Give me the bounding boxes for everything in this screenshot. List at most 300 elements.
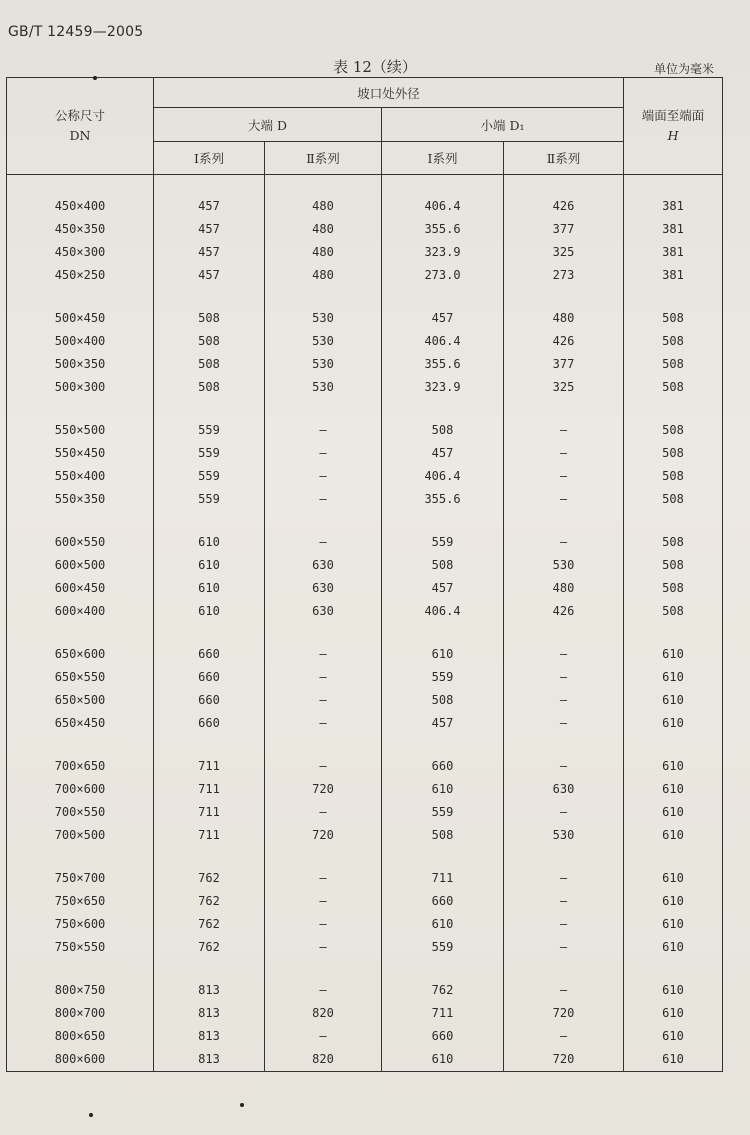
dn-cell: 800×600 — [7, 1048, 154, 1072]
spacer-cell — [504, 399, 624, 419]
small-series-2-cell: 377 — [504, 353, 624, 376]
table-row — [7, 218, 723, 241]
table-row — [7, 488, 723, 511]
dn-cell: 700×550 — [7, 801, 154, 824]
dn-cell: 500×400 — [7, 330, 154, 353]
table-row — [7, 577, 723, 600]
small-series-2-cell: — — [504, 689, 624, 712]
dn-cell: 800×650 — [7, 1025, 154, 1048]
spacer-cell — [7, 175, 154, 196]
group-spacer — [7, 959, 723, 979]
spacer-cell — [7, 399, 154, 419]
small-series-1-cell: 660 — [382, 1025, 504, 1048]
spacer-cell — [624, 623, 723, 643]
end-to-end-cell: 381 — [624, 264, 723, 287]
small-series-2-cell: 377 — [504, 218, 624, 241]
group-spacer — [7, 175, 723, 196]
small-series-1-cell: 508 — [382, 824, 504, 847]
spacer-cell — [504, 511, 624, 531]
table-row — [7, 531, 723, 554]
small-series-1-cell: 711 — [382, 1002, 504, 1025]
large-series-2-cell: 820 — [265, 1048, 382, 1072]
dn-cell: 550×400 — [7, 465, 154, 488]
table-row — [7, 1048, 723, 1072]
large-series-2-cell: — — [265, 643, 382, 666]
end-to-end-cell: 610 — [624, 712, 723, 735]
small-series-2-cell: — — [504, 913, 624, 936]
table-row — [7, 195, 723, 218]
spacer-cell — [382, 735, 504, 755]
large-series-2-cell: 630 — [265, 577, 382, 600]
table-row — [7, 1025, 723, 1048]
spacer-cell — [7, 959, 154, 979]
spacer-cell — [504, 735, 624, 755]
small-series-2-cell: 273 — [504, 264, 624, 287]
dn-cell: 750×600 — [7, 913, 154, 936]
dn-cell: 600×400 — [7, 600, 154, 623]
dn-cell: 450×400 — [7, 195, 154, 218]
small-series-1-cell: 355.6 — [382, 488, 504, 511]
spacer-cell — [624, 175, 723, 196]
dimension-table — [6, 77, 723, 1072]
table-row — [7, 442, 723, 465]
spacer-cell — [382, 623, 504, 643]
small-series-2-cell: 325 — [504, 241, 624, 264]
table-row — [7, 936, 723, 959]
large-series-1-cell: 508 — [154, 353, 265, 376]
small-series-2-cell: 720 — [504, 1002, 624, 1025]
large-series-2-cell: 480 — [265, 195, 382, 218]
large-series-1-cell: 559 — [154, 465, 265, 488]
large-series-2-cell: 480 — [265, 241, 382, 264]
small-series-1-cell: 559 — [382, 531, 504, 554]
spacer-cell — [154, 511, 265, 531]
dn-cell: 450×250 — [7, 264, 154, 287]
dn-cell: 450×300 — [7, 241, 154, 264]
large-series-2-cell: — — [265, 465, 382, 488]
small-series-1-cell: 355.6 — [382, 218, 504, 241]
end-to-end-cell: 508 — [624, 554, 723, 577]
dn-cell: 750×650 — [7, 890, 154, 913]
small-series-2-cell: 426 — [504, 330, 624, 353]
large-series-1-cell: 711 — [154, 801, 265, 824]
end-to-end-cell: 610 — [624, 913, 723, 936]
table-row — [7, 307, 723, 330]
small-series-1-cell: 406.4 — [382, 465, 504, 488]
spacer-cell — [624, 959, 723, 979]
table-row — [7, 979, 723, 1002]
dn-cell: 550×350 — [7, 488, 154, 511]
dn-cell: 650×500 — [7, 689, 154, 712]
spacer-cell — [382, 511, 504, 531]
spacer-cell — [265, 399, 382, 419]
end-to-end-cell: 610 — [624, 689, 723, 712]
large-series-2-cell: — — [265, 531, 382, 554]
large-series-1-cell: 559 — [154, 442, 265, 465]
table-row — [7, 264, 723, 287]
large-series-1-cell: 610 — [154, 554, 265, 577]
large-series-2-cell: — — [265, 488, 382, 511]
large-series-1-cell: 559 — [154, 419, 265, 442]
end-to-end-cell: 610 — [624, 867, 723, 890]
large-series-1-cell: 711 — [154, 755, 265, 778]
end-to-end-cell: 508 — [624, 376, 723, 399]
large-series-1-cell: 813 — [154, 1002, 265, 1025]
large-series-1-cell: 559 — [154, 488, 265, 511]
small-series-1-cell: 457 — [382, 307, 504, 330]
small-series-1-cell: 406.4 — [382, 330, 504, 353]
table-row — [7, 1002, 723, 1025]
large-series-1-cell: 711 — [154, 778, 265, 801]
large-series-2-cell: 530 — [265, 307, 382, 330]
table-row — [7, 643, 723, 666]
small-series-2-cell: 426 — [504, 195, 624, 218]
small-series-1-header: Ⅰ系列 — [382, 142, 504, 175]
spacer-cell — [265, 287, 382, 307]
table-row — [7, 666, 723, 689]
spacer-cell — [504, 287, 624, 307]
small-series-1-cell: 559 — [382, 936, 504, 959]
large-series-2-cell: 530 — [265, 330, 382, 353]
table-row — [7, 778, 723, 801]
large-series-1-cell: 660 — [154, 643, 265, 666]
large-series-2-cell: 630 — [265, 600, 382, 623]
small-series-2-cell: 426 — [504, 600, 624, 623]
table-row — [7, 712, 723, 735]
dn-cell: 700×600 — [7, 778, 154, 801]
small-series-1-cell: 559 — [382, 801, 504, 824]
small-series-2-cell: 530 — [504, 554, 624, 577]
large-series-2-cell: — — [265, 755, 382, 778]
small-series-2-cell: — — [504, 419, 624, 442]
table-row — [7, 330, 723, 353]
end-to-end-cell: 508 — [624, 419, 723, 442]
dn-label: 公称尺寸 — [54, 108, 105, 123]
spacer-cell — [7, 287, 154, 307]
large-series-2-cell: — — [265, 867, 382, 890]
end-to-end-cell: 610 — [624, 1002, 723, 1025]
small-series-2-cell: 480 — [504, 577, 624, 600]
table-row — [7, 419, 723, 442]
large-series-1-cell: 508 — [154, 307, 265, 330]
end-to-end-label: 端面至端面 — [641, 108, 705, 123]
small-series-2-cell: — — [504, 936, 624, 959]
end-to-end-sub-label: H — [667, 128, 679, 143]
end-to-end-cell: 508 — [624, 600, 723, 623]
group-spacer — [7, 511, 723, 531]
end-to-end-cell: 610 — [624, 755, 723, 778]
small-series-2-cell: 480 — [504, 307, 624, 330]
end-to-end-cell: 508 — [624, 577, 723, 600]
small-series-2-cell: 325 — [504, 376, 624, 399]
large-series-1-cell: 457 — [154, 241, 265, 264]
small-series-1-cell: 508 — [382, 689, 504, 712]
spacer-cell — [624, 735, 723, 755]
end-to-end-cell: 610 — [624, 936, 723, 959]
large-series-2-cell: — — [265, 936, 382, 959]
spacer-cell — [154, 847, 265, 867]
large-series-1-cell: 762 — [154, 936, 265, 959]
end-to-end-cell: 508 — [624, 531, 723, 554]
large-series-1-cell: 508 — [154, 376, 265, 399]
large-series-2-cell: — — [265, 890, 382, 913]
dn-cell: 500×300 — [7, 376, 154, 399]
large-series-1-cell: 457 — [154, 264, 265, 287]
dn-cell: 600×500 — [7, 554, 154, 577]
spacer-cell — [382, 287, 504, 307]
small-series-2-cell: 720 — [504, 1048, 624, 1072]
table-row — [7, 376, 723, 399]
large-series-1-cell: 457 — [154, 195, 265, 218]
spacer-cell — [504, 175, 624, 196]
small-end-header: 小端 D₁ — [382, 108, 624, 142]
spacer-cell — [504, 959, 624, 979]
table-row — [7, 867, 723, 890]
ink-speck — [93, 76, 97, 80]
small-series-2-cell: — — [504, 979, 624, 1002]
spacer-cell — [382, 959, 504, 979]
dn-cell: 550×500 — [7, 419, 154, 442]
small-series-1-cell: 660 — [382, 890, 504, 913]
small-series-2-cell: — — [504, 712, 624, 735]
spacer-cell — [154, 735, 265, 755]
large-series-1-cell: 762 — [154, 913, 265, 936]
small-series-2-cell: — — [504, 465, 624, 488]
large-series-1-cell: 660 — [154, 666, 265, 689]
large-series-1-header: Ⅰ系列 — [154, 142, 265, 175]
small-series-2-cell: — — [504, 488, 624, 511]
small-series-2-cell: — — [504, 531, 624, 554]
large-series-1-cell: 610 — [154, 531, 265, 554]
small-series-2-cell: — — [504, 442, 624, 465]
small-series-1-cell: 508 — [382, 554, 504, 577]
large-series-2-cell: — — [265, 1025, 382, 1048]
large-series-2-cell: 820 — [265, 1002, 382, 1025]
unit-note: 单位为毫米 — [653, 62, 714, 76]
small-series-2-cell: — — [504, 643, 624, 666]
large-series-1-cell: 813 — [154, 1025, 265, 1048]
large-series-1-cell: 660 — [154, 689, 265, 712]
small-series-2-cell: 530 — [504, 824, 624, 847]
end-to-end-cell: 508 — [624, 307, 723, 330]
dn-cell: 450×350 — [7, 218, 154, 241]
table-row — [7, 600, 723, 623]
end-to-end-header — [624, 78, 723, 175]
standard-number: GB/T 12459—2005 — [8, 24, 144, 40]
table-row — [7, 890, 723, 913]
small-series-2-cell: — — [504, 890, 624, 913]
table-row — [7, 801, 723, 824]
spacer-cell — [265, 175, 382, 196]
dn-cell: 650×450 — [7, 712, 154, 735]
end-to-end-cell: 610 — [624, 979, 723, 1002]
dn-cell: 500×350 — [7, 353, 154, 376]
end-to-end-cell: 610 — [624, 1025, 723, 1048]
end-to-end-cell: 610 — [624, 1048, 723, 1072]
small-series-1-cell: 457 — [382, 712, 504, 735]
small-series-1-cell: 610 — [382, 1048, 504, 1072]
spacer-cell — [265, 623, 382, 643]
small-series-2-cell: — — [504, 755, 624, 778]
small-series-1-cell: 457 — [382, 442, 504, 465]
table-row — [7, 241, 723, 264]
table-body — [7, 175, 723, 1072]
dn-cell: 650×550 — [7, 666, 154, 689]
small-series-1-cell: 610 — [382, 643, 504, 666]
large-series-2-cell: — — [265, 979, 382, 1002]
small-series-1-cell: 711 — [382, 867, 504, 890]
spacer-cell — [154, 959, 265, 979]
spacer-cell — [382, 847, 504, 867]
dn-header — [7, 78, 154, 175]
spacer-cell — [504, 623, 624, 643]
end-to-end-cell: 508 — [624, 330, 723, 353]
large-series-2-cell: — — [265, 419, 382, 442]
small-series-1-cell: 559 — [382, 666, 504, 689]
large-series-1-cell: 813 — [154, 979, 265, 1002]
large-series-2-cell: 630 — [265, 554, 382, 577]
large-series-1-cell: 660 — [154, 712, 265, 735]
table-row — [7, 755, 723, 778]
dn-cell: 700×650 — [7, 755, 154, 778]
group-spacer — [7, 847, 723, 867]
dn-cell: 550×450 — [7, 442, 154, 465]
spacer-cell — [265, 735, 382, 755]
large-series-1-cell: 813 — [154, 1048, 265, 1072]
small-series-1-cell: 406.4 — [382, 195, 504, 218]
large-series-2-cell: — — [265, 442, 382, 465]
small-series-1-cell: 610 — [382, 913, 504, 936]
spacer-cell — [154, 175, 265, 196]
small-series-1-cell: 762 — [382, 979, 504, 1002]
spacer-cell — [265, 511, 382, 531]
ink-speck — [89, 1113, 93, 1117]
large-series-1-cell: 610 — [154, 600, 265, 623]
dn-cell: 800×700 — [7, 1002, 154, 1025]
large-series-2-cell: — — [265, 712, 382, 735]
spacer-cell — [154, 623, 265, 643]
spacer-cell — [382, 399, 504, 419]
large-series-1-cell: 508 — [154, 330, 265, 353]
spacer-cell — [265, 959, 382, 979]
dn-cell: 600×450 — [7, 577, 154, 600]
small-series-1-cell: 508 — [382, 419, 504, 442]
spacer-cell — [7, 847, 154, 867]
small-series-1-cell: 355.6 — [382, 353, 504, 376]
large-series-2-cell: — — [265, 689, 382, 712]
large-series-2-cell: 530 — [265, 376, 382, 399]
large-series-2-cell: 480 — [265, 218, 382, 241]
end-to-end-cell: 381 — [624, 218, 723, 241]
dn-cell: 750×700 — [7, 867, 154, 890]
small-series-1-cell: 323.9 — [382, 376, 504, 399]
spacer-cell — [154, 399, 265, 419]
end-to-end-cell: 381 — [624, 195, 723, 218]
group-spacer — [7, 287, 723, 307]
spacer-cell — [7, 623, 154, 643]
small-series-2-header: Ⅱ系列 — [504, 142, 624, 175]
large-series-2-cell: 480 — [265, 264, 382, 287]
large-series-2-cell: 530 — [265, 353, 382, 376]
spacer-cell — [624, 847, 723, 867]
table-row — [7, 465, 723, 488]
group-spacer — [7, 735, 723, 755]
small-series-1-cell: 273.0 — [382, 264, 504, 287]
small-series-1-cell: 610 — [382, 778, 504, 801]
small-series-2-cell: — — [504, 1025, 624, 1048]
bevel-od-header: 坡口处外径 — [154, 78, 624, 108]
large-series-2-cell: — — [265, 666, 382, 689]
dn-cell: 800×750 — [7, 979, 154, 1002]
end-to-end-cell: 610 — [624, 890, 723, 913]
table-row — [7, 554, 723, 577]
large-series-2-header: Ⅱ系列 — [265, 142, 382, 175]
dn-sub-label: DN — [69, 128, 91, 143]
spacer-cell — [154, 287, 265, 307]
table-row — [7, 824, 723, 847]
ink-speck — [240, 1103, 244, 1107]
large-series-1-cell: 762 — [154, 890, 265, 913]
small-series-1-cell: 406.4 — [382, 600, 504, 623]
end-to-end-cell: 610 — [624, 666, 723, 689]
end-to-end-cell: 381 — [624, 241, 723, 264]
large-series-1-cell: 457 — [154, 218, 265, 241]
table-row — [7, 913, 723, 936]
end-to-end-cell: 508 — [624, 465, 723, 488]
large-series-2-cell: 720 — [265, 824, 382, 847]
end-to-end-cell: 610 — [624, 643, 723, 666]
table-title: 表 12（续） — [333, 58, 417, 76]
small-series-2-cell: — — [504, 666, 624, 689]
large-series-1-cell: 610 — [154, 577, 265, 600]
large-series-2-cell: — — [265, 913, 382, 936]
small-series-1-cell: 323.9 — [382, 241, 504, 264]
end-to-end-cell: 610 — [624, 778, 723, 801]
spacer-cell — [7, 511, 154, 531]
large-series-2-cell: — — [265, 801, 382, 824]
dn-cell: 750×550 — [7, 936, 154, 959]
table-row — [7, 689, 723, 712]
small-series-2-cell: — — [504, 801, 624, 824]
end-to-end-cell: 610 — [624, 824, 723, 847]
spacer-cell — [382, 175, 504, 196]
small-series-1-cell: 457 — [382, 577, 504, 600]
end-to-end-cell: 508 — [624, 442, 723, 465]
large-series-1-cell: 711 — [154, 824, 265, 847]
dn-cell: 500×450 — [7, 307, 154, 330]
spacer-cell — [265, 847, 382, 867]
spacer-cell — [624, 399, 723, 419]
group-spacer — [7, 399, 723, 419]
spacer-cell — [624, 287, 723, 307]
end-to-end-cell: 610 — [624, 801, 723, 824]
small-series-1-cell: 660 — [382, 755, 504, 778]
large-end-header: 大端 D — [154, 108, 382, 142]
spacer-cell — [7, 735, 154, 755]
dn-cell: 650×600 — [7, 643, 154, 666]
group-spacer — [7, 623, 723, 643]
small-series-2-cell: — — [504, 867, 624, 890]
end-to-end-cell: 508 — [624, 353, 723, 376]
large-series-2-cell: 720 — [265, 778, 382, 801]
small-series-2-cell: 630 — [504, 778, 624, 801]
spacer-cell — [504, 847, 624, 867]
end-to-end-cell: 508 — [624, 488, 723, 511]
spacer-cell — [624, 511, 723, 531]
dn-cell: 600×550 — [7, 531, 154, 554]
table-row — [7, 353, 723, 376]
dn-cell: 700×500 — [7, 824, 154, 847]
